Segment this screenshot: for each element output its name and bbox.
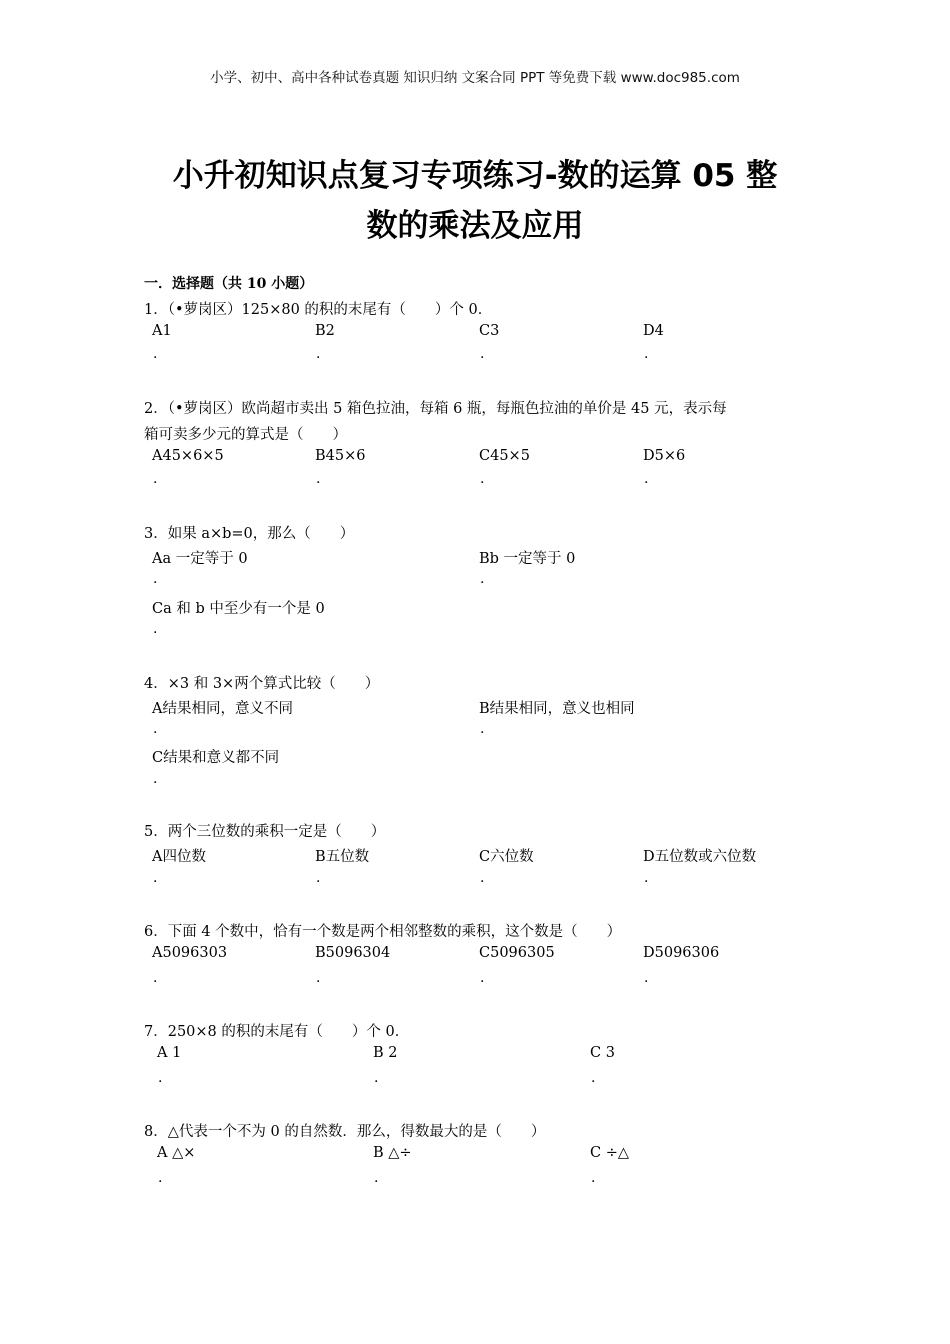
option-dot: . [644, 471, 649, 487]
question-7-option-b[interactable]: B 2 [373, 1045, 398, 1061]
question-2-option-d[interactable]: D5×6 [643, 448, 686, 464]
question-5-option-b[interactable]: B五位数 [315, 849, 370, 865]
question-4-option-b[interactable]: B结果相同，意义也相同 [479, 701, 635, 717]
question-7-option-c[interactable]: C 3 [590, 1045, 615, 1061]
question-6-option-b[interactable]: B5096304 [315, 945, 391, 961]
option-dot: . [591, 1070, 596, 1086]
page-header: 小学、初中、高中各种试卷真题 知识归纳 文案合同 PPT 等免费下载 www.doc985.com [210, 70, 740, 86]
page-title-line-2: 数的乘法及应用 [366, 208, 584, 244]
option-dot: . [374, 1070, 379, 1086]
option-dot: . [153, 621, 158, 637]
option-dot: . [153, 721, 158, 737]
question-5-option-a[interactable]: A四位数 [152, 849, 206, 865]
option-dot: . [480, 346, 485, 362]
option-dot: . [316, 471, 321, 487]
question-2-stem-line-2: 箱可卖多少元的算式是（ ） [144, 427, 347, 443]
page-title-line-1: 小升初知识点复习专项练习-数的运算 05 整 [172, 158, 778, 194]
option-dot: . [480, 970, 485, 986]
question-2-option-b[interactable]: B45×6 [315, 448, 366, 464]
option-dot: . [153, 471, 158, 487]
option-dot: . [153, 870, 158, 886]
question-6-option-a[interactable]: A5096303 [152, 945, 228, 961]
question-2-option-a[interactable]: A45×6×5 [152, 448, 224, 464]
option-dot: . [153, 571, 158, 587]
option-dot: . [158, 1170, 163, 1186]
option-dot: . [480, 571, 485, 587]
option-dot: . [480, 721, 485, 737]
question-5-stem: 5．两个三位数的乘积一定是（ ） [144, 824, 386, 840]
question-6-option-d[interactable]: D5096306 [643, 945, 720, 961]
question-1-option-d[interactable]: D4 [643, 323, 664, 339]
question-7-option-a[interactable]: A 1 [157, 1045, 182, 1061]
question-3-stem: 3．如果 a×b=0，那么（ ） [144, 526, 355, 542]
option-dot: . [153, 771, 158, 787]
question-3-option-a[interactable]: Aa 一定等于 0 [152, 551, 248, 567]
question-1-option-b[interactable]: B2 [315, 323, 335, 339]
option-dot: . [316, 870, 321, 886]
question-6-stem: 6．下面 4 个数中，恰有一个数是两个相邻整数的乘积，这个数是（ ） [144, 924, 622, 940]
question-3-option-b[interactable]: Bb 一定等于 0 [479, 551, 576, 567]
option-dot: . [591, 1170, 596, 1186]
option-dot: . [644, 346, 649, 362]
question-1-option-a[interactable]: A1 [152, 323, 172, 339]
option-dot: . [316, 970, 321, 986]
question-8-option-a[interactable]: A △× [157, 1145, 196, 1161]
question-8-stem: 8．△代表一个不为 0 的自然数．那么，得数最大的是（ ） [144, 1124, 546, 1140]
question-7-stem: 7．250×8 的积的末尾有（ ）个 0． [144, 1024, 410, 1040]
question-4-stem: 4．×3 和 3×两个算式比较（ ） [144, 676, 380, 692]
option-dot: . [316, 346, 321, 362]
option-dot: . [480, 471, 485, 487]
question-8-option-c[interactable]: C ÷△ [590, 1145, 630, 1161]
question-4-option-a[interactable]: A结果相同，意义不同 [152, 701, 293, 717]
option-dot: . [374, 1170, 379, 1186]
option-dot: . [153, 346, 158, 362]
question-3-option-c[interactable]: Ca 和 b 中至少有一个是 0 [152, 601, 325, 617]
option-dot: . [644, 970, 649, 986]
question-1-stem: 1．（•萝岗区）125×80 的积的末尾有（ ）个 0． [144, 302, 493, 318]
question-5-option-c[interactable]: C六位数 [479, 849, 534, 865]
question-5-option-d[interactable]: D五位数或六位数 [643, 849, 757, 865]
option-dot: . [480, 870, 485, 886]
question-8-option-b[interactable]: B △÷ [373, 1145, 412, 1161]
option-dot: . [644, 870, 649, 886]
option-dot: . [158, 1070, 163, 1086]
question-4-option-c[interactable]: C结果和意义都不同 [152, 750, 280, 766]
option-dot: . [153, 970, 158, 986]
section-heading: 一．选择题（共 10 小题） [144, 276, 314, 292]
question-2-option-c[interactable]: C45×5 [479, 448, 530, 464]
question-2-stem-line-1: 2．（•萝岗区）欧尚超市卖出 5 箱色拉油，每箱 6 瓶，每瓶色拉油的单价是 45 元，表示每 [144, 401, 727, 417]
question-1-option-c[interactable]: C3 [479, 323, 500, 339]
question-6-option-c[interactable]: C5096305 [479, 945, 555, 961]
